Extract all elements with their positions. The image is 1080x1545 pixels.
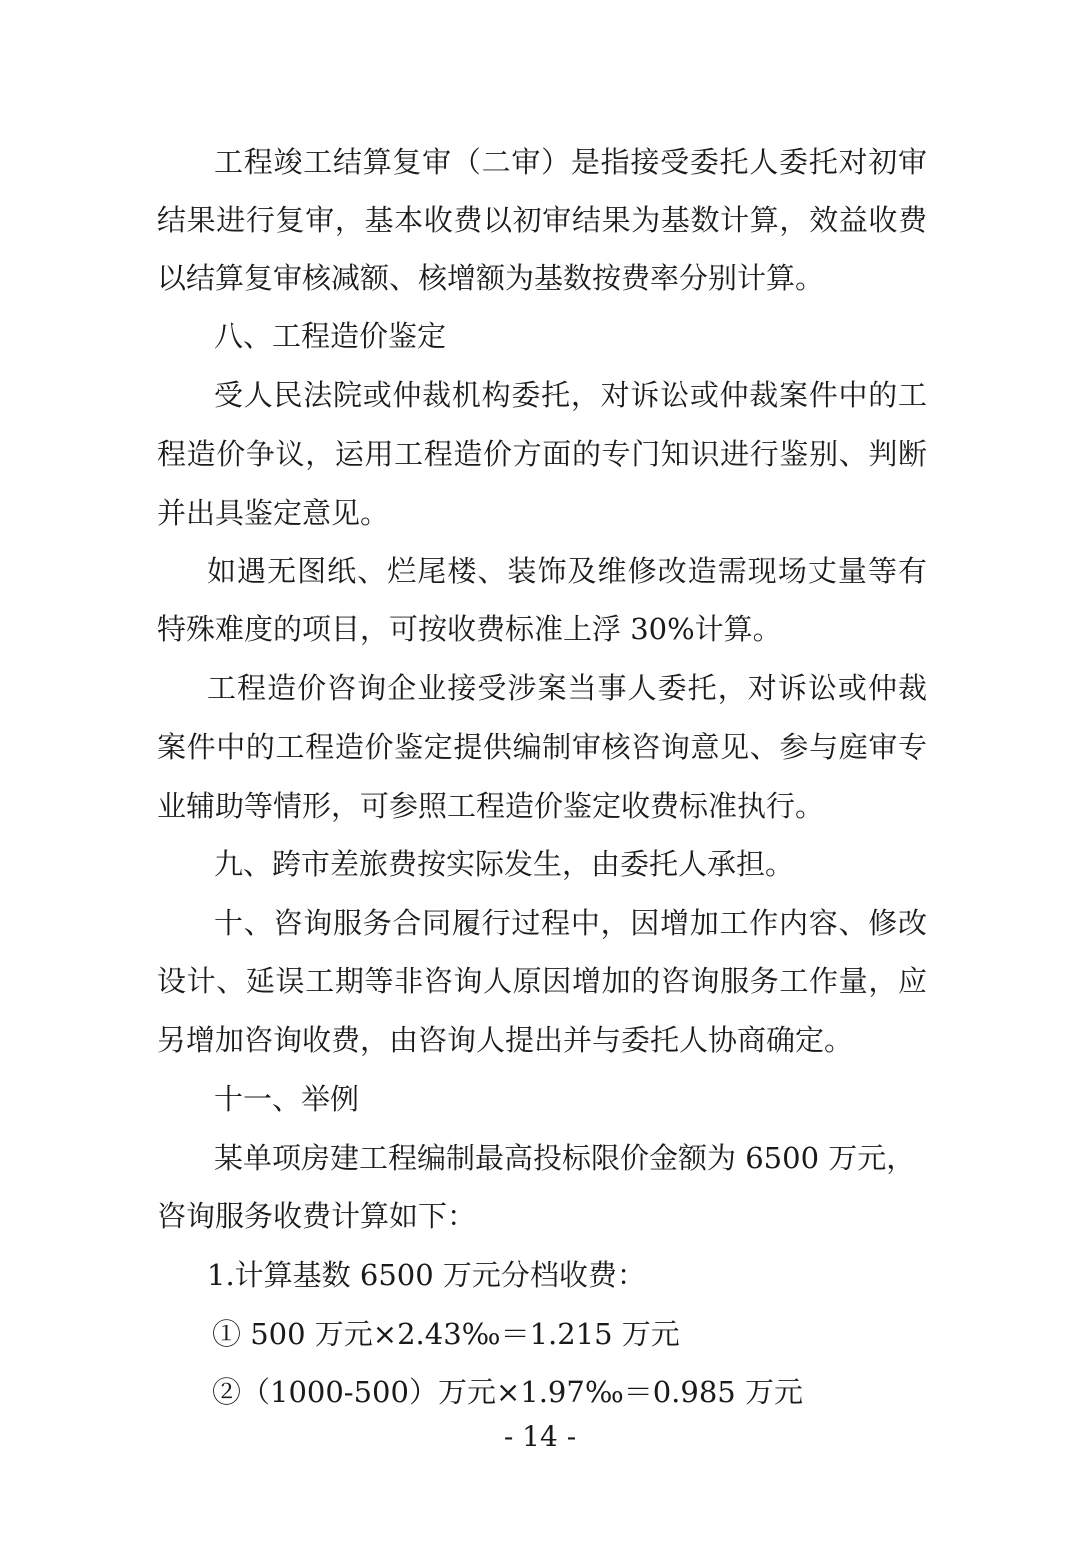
text-line: 如遇无图纸、烂尾楼、装饰及维修改造需现场丈量等有: [207, 554, 927, 588]
text-line: 业辅助等情形，可参照工程造价鉴定收费标准执行。: [157, 789, 825, 823]
text-line: 并出具鉴定意见。: [157, 496, 390, 530]
text-line: 案件中的工程造价鉴定提供编制审核咨询意见、参与庭审专: [157, 730, 927, 764]
text-line: 九、跨市差旅费按实际发生，由委托人承担。: [214, 847, 795, 881]
text-line: 设计、延误工期等非咨询人原因增加的咨询服务工作量，应: [157, 964, 927, 998]
text-line: ②（1000-500）万元×1.97‰＝0.985 万元: [212, 1375, 803, 1409]
text-line: 另增加咨询收费，由咨询人提出并与委托人协商确定。: [157, 1023, 854, 1057]
text-line: 1.计算基数 6500 万元分档收费：: [207, 1258, 646, 1292]
text-line: 受人民法院或仲裁机构委托，对诉讼或仲裁案件中的工: [214, 378, 927, 412]
text-line: 咨询服务收费计算如下：: [157, 1199, 477, 1233]
text-line: 程造价争议，运用工程造价方面的专门知识进行鉴别、判断: [157, 437, 927, 471]
text-line: 工程竣工结算复审（二审）是指接受委托人委托对初审: [214, 145, 927, 179]
section-heading: 十一、举例: [214, 1082, 360, 1116]
text-line: 特殊难度的项目，可按收费标准上浮 30%计算。: [157, 612, 782, 646]
section-heading: 八、工程造价鉴定: [214, 319, 447, 353]
text-line: 以结算复审核减额、核增额为基数按费率分别计算。: [157, 261, 825, 295]
text-line: 某单项房建工程编制最高投标限价金额为 6500 万元，: [214, 1141, 916, 1175]
text-line: 十、咨询服务合同履行过程中，因增加工作内容、修改: [214, 906, 927, 940]
page-number: - 14 -: [503, 1420, 577, 1453]
text-line: 结果进行复审，基本收费以初审结果为基数计算，效益收费: [157, 203, 927, 237]
text-line: 工程造价咨询企业接受涉案当事人委托，对诉讼或仲裁: [207, 671, 927, 705]
text-line: ① 500 万元×2.43‰＝1.215 万元: [212, 1317, 680, 1351]
